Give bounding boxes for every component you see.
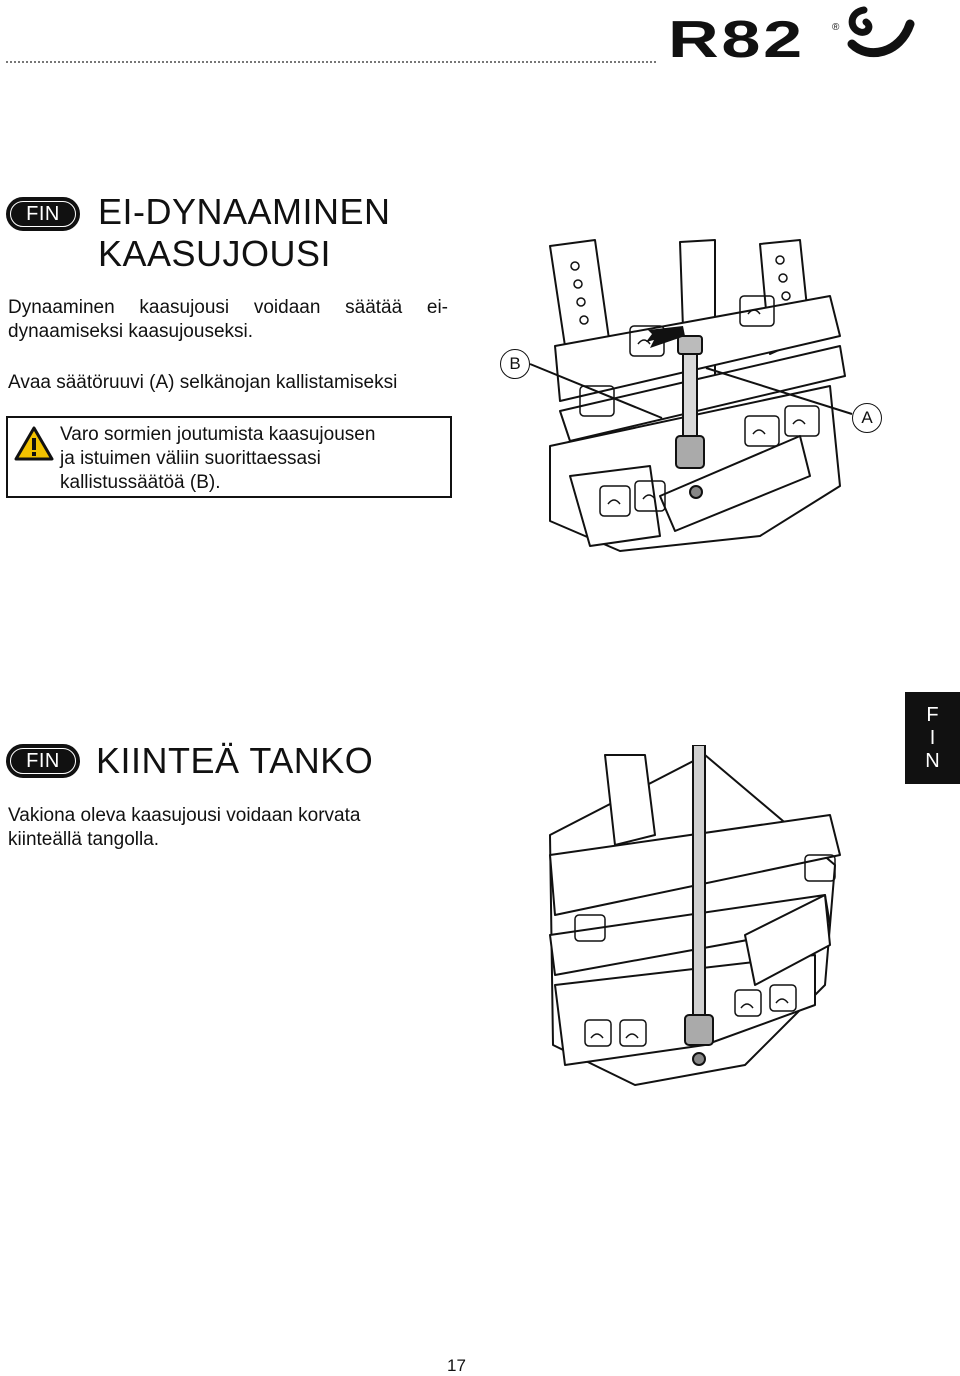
- section1-title-line1: EI-DYNAAMINEN: [98, 191, 391, 232]
- page-number: 17: [447, 1356, 466, 1375]
- warning-text: [60, 423, 375, 495]
- section1-title-line2: KAASUJOUSI: [98, 233, 332, 274]
- logo-swirl-icon: [844, 4, 916, 68]
- lang-badge-inner-border-2: [10, 748, 76, 774]
- header-dotted-rule: [6, 61, 656, 63]
- instruction-text: Avaa säätöruuvi (A) selkänojan kallistamiseksi: [8, 372, 398, 393]
- section2-line2: kiinteällä tangolla.: [8, 829, 160, 850]
- warning-triangle-icon: [14, 426, 54, 462]
- intro-line1: Dynaaminen kaasujousi voidaan säätää ei-: [8, 297, 448, 318]
- lang-badge-label-2: FIN: [26, 749, 60, 772]
- side-tab-letter-i: I: [929, 726, 936, 749]
- warning-line1: Varo sormien joutumista kaasujousen: [60, 424, 376, 445]
- callout-a: A: [852, 403, 882, 433]
- logo-registered-mark: ®: [832, 22, 840, 33]
- section2-title: KIINTEÄ TANKO: [96, 740, 374, 781]
- logo-wordmark: R82: [668, 11, 805, 69]
- callout-b: B: [500, 349, 530, 379]
- warning-line2: ja istuimen väliin suorittaessasi: [60, 448, 321, 469]
- side-tab-letter-f: F: [926, 703, 939, 726]
- warning-box: [6, 416, 452, 498]
- intro-line2: dynaamiseksi kaasujouseksi.: [8, 321, 254, 342]
- lang-badge-fin: [6, 197, 80, 231]
- r82-logo: [664, 4, 916, 68]
- language-side-tab: [905, 692, 960, 784]
- side-tab-letter-n: N: [925, 749, 940, 772]
- section2-line1: Vakiona oleva kaasujousi voidaan korvata: [8, 805, 361, 826]
- lang-badge-inner-border: [10, 201, 76, 227]
- lang-badge-label: FIN: [26, 202, 60, 225]
- fixed-rod-illustration: [545, 745, 845, 1090]
- warning-line3: kallistussäätöä (B).: [60, 472, 221, 493]
- lang-badge-fin-2: [6, 744, 80, 778]
- gas-spring-illustration: [500, 236, 900, 556]
